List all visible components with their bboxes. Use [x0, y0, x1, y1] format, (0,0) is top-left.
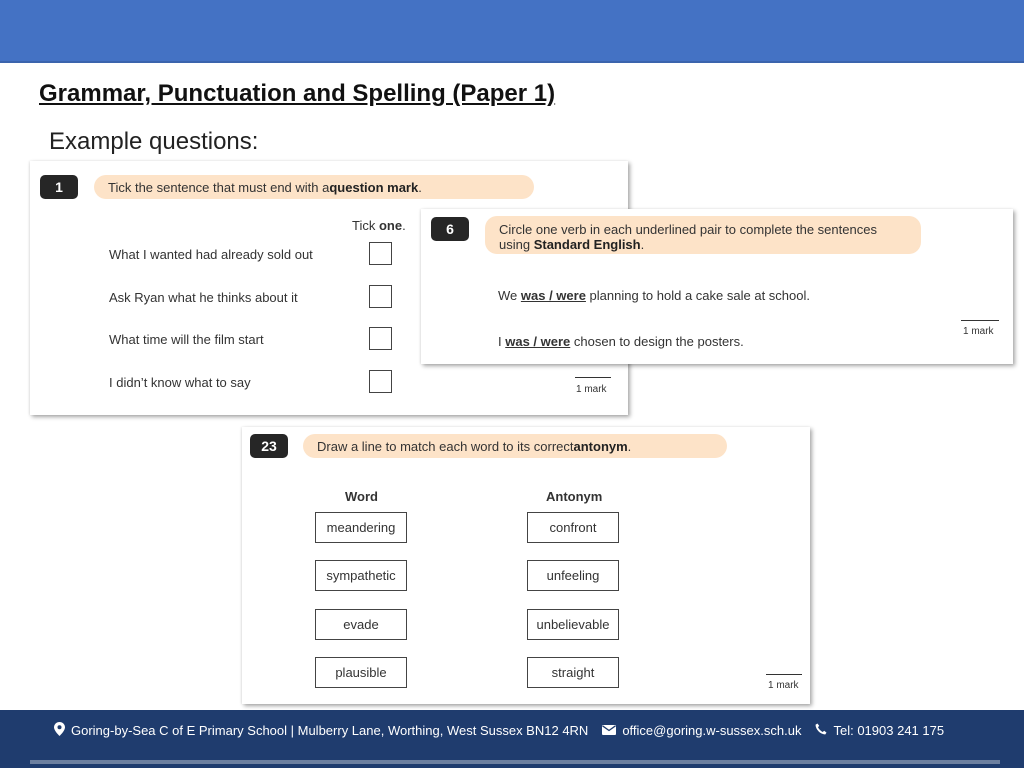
mark-label: 1 mark: [963, 326, 994, 337]
tick-label-bold: one: [378, 218, 403, 233]
mark-line: [766, 674, 802, 675]
option-text: What time will the film start: [109, 332, 264, 347]
phone-text: Tel: 01903 241 175: [833, 723, 945, 738]
antonym-column-header: Antonym: [546, 489, 603, 504]
instruction-line-2: [499, 237, 907, 252]
option-text: Ask Ryan what he thinks about it: [109, 290, 298, 305]
mark-label: 1 mark: [576, 384, 607, 395]
sentence-end: chosen to design the posters.: [570, 334, 744, 349]
footer-cutoff-text: [30, 760, 1000, 764]
antonym-box[interactable]: unfeeling: [527, 560, 619, 591]
subtitle: Example questions:: [49, 128, 259, 155]
verb-choice-pair[interactable]: was / were: [505, 334, 571, 349]
instruction-bold-text: question mark: [329, 179, 419, 195]
address-text: Goring-by-Sea C of E Primary School | Mulberry Lane, Worthing, West Sussex BN12 4RN: [71, 723, 589, 738]
phone-icon: [815, 723, 827, 738]
verb-choice-pair[interactable]: was / were: [520, 288, 586, 303]
tick-label-end: .: [402, 218, 406, 233]
footer-address: [54, 722, 588, 739]
instruction-end-text: .: [627, 438, 632, 454]
footer-phone: [815, 723, 944, 738]
footer-email[interactable]: [602, 723, 801, 738]
question-number-badge: 6: [431, 217, 469, 241]
tick-box[interactable]: [369, 327, 392, 350]
antonym-box[interactable]: straight: [527, 657, 619, 688]
antonym-box[interactable]: confront: [527, 512, 619, 543]
envelope-icon: [602, 724, 616, 738]
sentence-2: [498, 334, 744, 349]
sentence-start: I: [498, 334, 506, 349]
mark-line: [961, 320, 999, 321]
tick-box[interactable]: [369, 370, 392, 393]
tick-box[interactable]: [369, 285, 392, 308]
sentence-1: [498, 288, 810, 303]
location-pin-icon: [54, 722, 65, 739]
question-instruction: [485, 216, 921, 254]
instruction-end-text: .: [418, 179, 422, 195]
instruction-bold-text: antonym: [573, 438, 628, 454]
antonym-box[interactable]: unbelievable: [527, 609, 619, 640]
option-text: I didn’t know what to say: [109, 375, 251, 390]
instruction-line-1: Circle one verb in each underlined pair to complete the sentences: [499, 222, 877, 237]
sentence-end: planning to hold a cake sale at school.: [585, 288, 810, 303]
word-box[interactable]: sympathetic: [315, 560, 407, 591]
tick-label-text: Tick: [352, 218, 379, 233]
mark-label: 1 mark: [768, 680, 799, 691]
word-column-header: Word: [345, 489, 378, 504]
instruction-end-text: .: [640, 237, 645, 252]
tick-one-label: [352, 218, 406, 233]
word-box[interactable]: evade: [315, 609, 407, 640]
word-box[interactable]: meandering: [315, 512, 407, 543]
instruction-text: using: [499, 237, 534, 252]
question-6-card: [421, 209, 1013, 364]
tick-box[interactable]: [369, 242, 392, 265]
instruction-text: Tick the sentence that must end with a: [108, 179, 330, 195]
word-box[interactable]: plausible: [315, 657, 407, 688]
sentence-start: We: [498, 288, 521, 303]
question-23-card: [242, 427, 810, 704]
question-number-badge: 23: [250, 434, 288, 458]
page-title: Grammar, Punctuation and Spelling (Paper 1): [39, 80, 556, 107]
footer-contact-row: [54, 722, 958, 739]
instruction-bold-text: Standard English: [533, 237, 641, 252]
email-text[interactable]: office@goring.w-sussex.sch.uk: [622, 723, 802, 738]
instruction-text: Draw a line to match each word to its correct: [317, 438, 574, 454]
mark-line: [575, 377, 611, 378]
question-instruction: [303, 434, 727, 458]
option-text: What I wanted had already sold out: [109, 247, 313, 262]
header-band: [0, 0, 1024, 63]
question-number-badge: 1: [40, 175, 78, 199]
question-instruction: [94, 175, 534, 199]
